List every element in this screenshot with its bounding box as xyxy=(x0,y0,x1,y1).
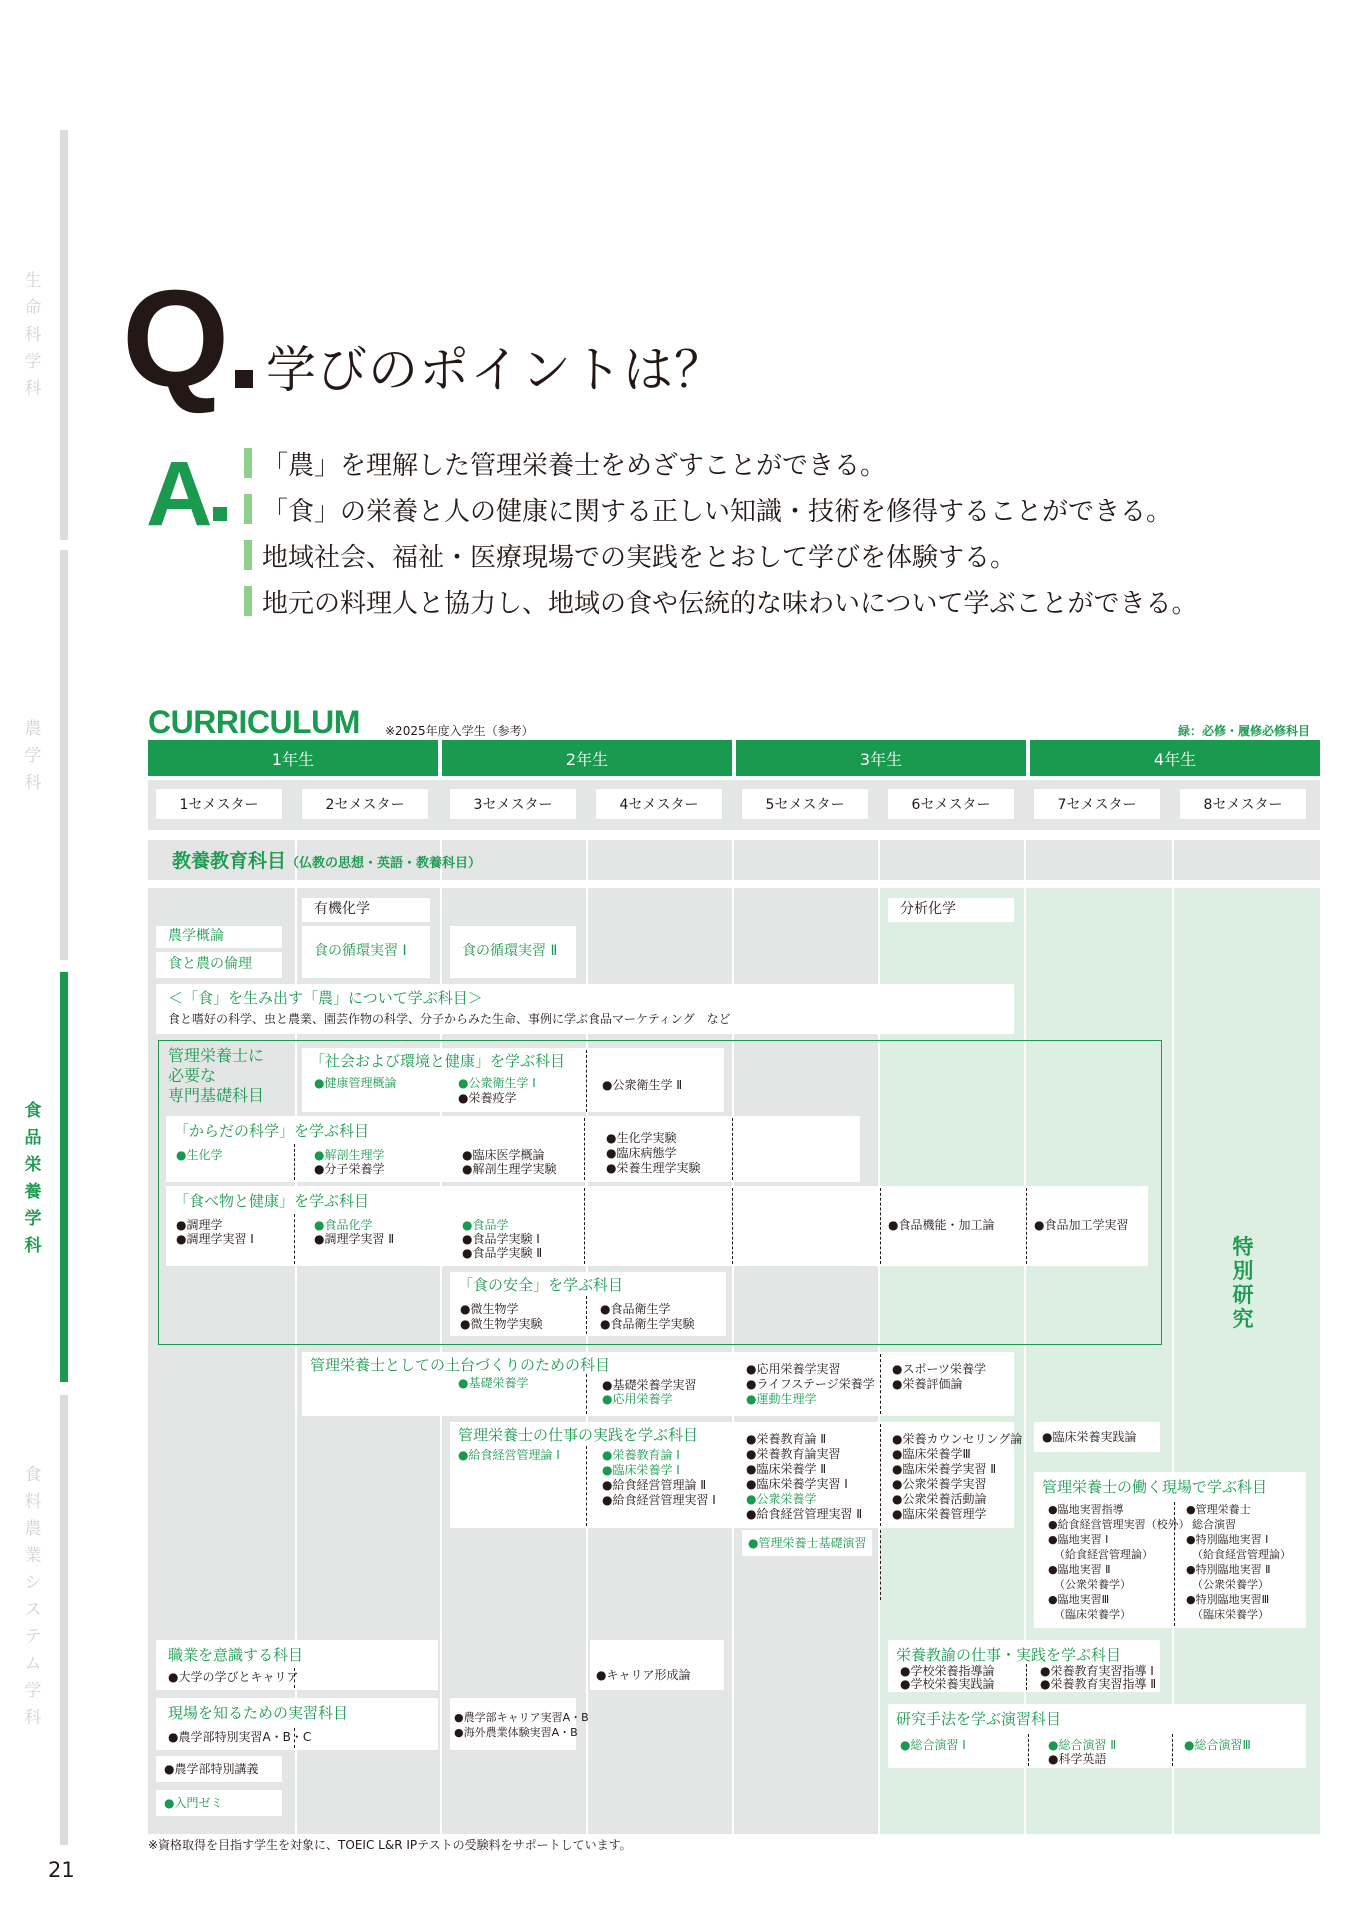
group-anzen-title: 「食の安全」を学ぶ科目 xyxy=(458,1276,624,1294)
subject-box-career: ●キャリア形成論 xyxy=(590,1640,724,1690)
page-number: 21 xyxy=(48,1858,75,1882)
answer-point-1: 「農」を理解した管理栄養士をめざすことができる。 xyxy=(244,446,886,480)
subject-box-kiso-enshu: ●管理栄養士基礎演習 xyxy=(742,1530,872,1556)
q-letter: Q xyxy=(122,262,226,416)
col-sep xyxy=(1172,840,1174,1834)
kyoyo-subject-group xyxy=(172,846,481,873)
side-nav-item-nogaku[interactable]: 農 学 科 xyxy=(24,719,42,793)
year-header-4: 4年生 xyxy=(1030,740,1320,776)
semester-8: 8セメスター xyxy=(1180,789,1306,819)
no-group-title: ＜「食」を生み出す「農」について学ぶ科目＞ xyxy=(168,989,483,1007)
no-group-box xyxy=(156,984,1014,1034)
subject-box-career-jisshu: ●農学部キャリア実習A・B ●海外農業体験実習A・B xyxy=(450,1698,576,1750)
semester-2: 2セメスター xyxy=(302,789,428,819)
side-nav-item-shokuryo[interactable]: 食 料 農 業 シ ス テ ム 学 科 xyxy=(24,1465,42,1728)
question-heading: 学びのポイントは？ xyxy=(266,341,725,399)
subject-box-yuki: 有機化学 xyxy=(302,898,430,922)
semester-4: 4セメスター xyxy=(596,789,722,819)
tokubetsu-kenkyu-label: 特 別 研 究 xyxy=(1232,1235,1254,1331)
no-group-desc: 食と嗜好の科学、虫と農業、園芸作物の科学、分子からみた生命、事例に学ぶ食品マーケティング など xyxy=(168,1012,731,1026)
group-shakai-title: 「社会および環境と健康」を学ぶ科目 xyxy=(310,1052,566,1070)
group-genba: 管理栄養士の働く現場で学ぶ科目 ●臨地実習指導 ●給食経営管理実習（校外） ●臨地実習 Ⅰ （給食経営管理論） ●臨地実習 Ⅱ （公衆栄養学） ●臨地実習Ⅲ （臨床栄養学） ●管理栄養士 総合演習 ●特別臨地実習 Ⅰ （給食経営管理論） ●特別臨地実習 Ⅱ （公衆栄養学） ●特別臨地実習Ⅲ （臨床栄養学） xyxy=(1034,1472,1306,1628)
group-eiyo-kyoyu: 栄養教諭の仕事・実践を学ぶ科目 ●学校栄養指導論 ●学校栄養実践論 ●栄養教育実習指導 Ⅰ ●栄養教育実習指導 Ⅱ xyxy=(888,1640,1160,1692)
group-shigoto-title: 管理栄養士の仕事の実践を学ぶ科目 xyxy=(458,1426,699,1444)
group-tabemono: 「食べ物と健康」を学ぶ科目 ●調理学 ●調理学実習 Ⅰ ●食品化学 ●調理学実習 Ⅱ ●食品学 ●食品学実験 Ⅰ ●食品学実験 Ⅱ ●食品機能・加工論 ●食品加工学実習 xyxy=(166,1186,1148,1266)
group-karada-title: 「からだの科学」を学ぶ科目 xyxy=(174,1122,370,1140)
subject-box-junkan2: 食の循環実習 Ⅱ xyxy=(450,926,576,978)
semester-7: 7セメスター xyxy=(1034,789,1160,819)
curriculum-note: ※2025年度入学生（参考） xyxy=(385,724,534,738)
subject-box-shoku-to-no: 食と農の倫理 xyxy=(156,952,282,978)
kyoyo-subtitle: （仏教の思想・英語・教養科目） xyxy=(286,856,482,871)
a-dot xyxy=(213,507,227,521)
subject-box-nyumon: ●入門ゼミ xyxy=(156,1790,282,1816)
semester-6: 6セメスター xyxy=(888,789,1014,819)
subject-box-bunseki: 分析化学 xyxy=(888,898,1014,922)
year-header-2: 2年生 xyxy=(442,740,732,776)
group-tabemono-title: 「食べ物と健康」を学ぶ科目 xyxy=(174,1192,370,1210)
group-dodai-title: 管理栄養士としての土台づくりのための科目 xyxy=(310,1356,611,1374)
dashed-sep xyxy=(880,1530,881,1600)
answer-point-4: 地元の料理人と協力し、地域の食や伝統的な味わいについて学ぶことができる。 xyxy=(244,584,1197,618)
group-genba-shiru: 現場を知るための実習科目 ●農学部特別実習A・B・C xyxy=(156,1698,438,1750)
side-rail-2 xyxy=(60,550,68,960)
group-karada: 「からだの科学」を学ぶ科目 ●生化学 ●解剖生理学 ●分子栄養学 ●臨床医学概論 ●解剖生理学実験 ●生化学実験 ●臨床病態学 ●栄養生理学実験 xyxy=(166,1116,860,1182)
group-shokugyo: 職業を意識する科目 ●大学の学びとキャリア xyxy=(156,1640,438,1690)
semester-5: 5セメスター xyxy=(742,789,868,819)
a-letter: A xyxy=(146,443,213,545)
side-rail-3-active xyxy=(60,972,68,1382)
answer-point-3: 地域社会、福祉・医療現場での実践をとおして学びを体験する。 xyxy=(244,538,1016,572)
group-kenkyu-title: 研究手法を学ぶ演習科目 xyxy=(896,1710,1062,1728)
kyoyo-title: 教養教育科目 xyxy=(172,850,287,872)
subject-box-junkan1: 食の循環実習 Ⅰ xyxy=(302,926,430,978)
group-anzen: 「食の安全」を学ぶ科目 ●微生物学 ●微生物学実験 ●食品衛生学 ●食品衛生学実験 xyxy=(450,1272,726,1336)
group-genba-shiru-title: 現場を知るための実習科目 xyxy=(168,1704,349,1722)
answer-point-2: 「食」の栄養と人の健康に関する正しい知識・技術を修得することができる。 xyxy=(244,492,1172,526)
group-shokugyo-title: 職業を意識する科目 xyxy=(168,1646,304,1664)
subject-box-nogaku-gairon: 農学概論 xyxy=(156,926,282,948)
group-shakai: 「社会および環境と健康」を学ぶ科目 ●健康管理概論 ●公衆衛生学 Ⅰ ●栄養疫学 ●公衆衛生学 Ⅱ xyxy=(302,1048,724,1112)
year-header-1: 1年生 xyxy=(148,740,438,776)
senmon-kiso-label: 管理栄養士に 必要な 専門基礎科目 xyxy=(168,1046,265,1105)
q-dot xyxy=(235,370,253,388)
side-nav-item-seimei[interactable]: 生 命 科 学 科 xyxy=(24,271,42,399)
semester-3: 3セメスター xyxy=(450,789,576,819)
footnote: ※資格取得を目指す学生を対象に、TOEIC L&R IPテストの受験料をサポートしています。 xyxy=(148,1838,632,1852)
group-shigoto: 管理栄養士の仕事の実践を学ぶ科目 ●給食経営管理論 Ⅰ ●栄養教育論 Ⅰ ●臨床栄養学 Ⅰ ●給食経営管理論 Ⅱ ●給食経営管理実習 Ⅰ ●栄養教育論 Ⅱ ●栄養教育論実習 ●臨床栄養学 Ⅱ ●臨床栄養学実習 Ⅰ ●公衆栄養学 ●給食経営管理実習 Ⅱ ●栄養カウンセリング論 ●臨床栄養学Ⅲ ●臨床栄養学実習 Ⅱ ●公衆栄養学実習 ●公衆栄養活動論 ●臨床栄養管理学 xyxy=(450,1422,1014,1528)
side-rail-1 xyxy=(60,130,68,540)
side-nav-item-shokuhin[interactable]: 食 品 栄 養 学 科 xyxy=(24,1101,42,1256)
curriculum-title: CURRICULUM xyxy=(148,704,360,740)
semester-1: 1セメスター xyxy=(156,789,282,819)
group-dodai: 管理栄養士としての土台づくりのための科目 ●基礎栄養学 ●基礎栄養学実習 ●応用栄養学 ●応用栄養学実習 ●ライフステージ栄養学 ●運動生理学 ●スポーツ栄養学 ●栄養評価論 xyxy=(302,1352,1014,1416)
subject-box-rinsho-jissen: ●臨床栄養実践論 xyxy=(1034,1422,1160,1452)
side-rail-4 xyxy=(60,1395,68,1845)
group-eiyo-kyoyu-title: 栄養教諭の仕事・実践を学ぶ科目 xyxy=(896,1646,1122,1664)
year-header-3: 3年生 xyxy=(736,740,1026,776)
group-genba-title: 管理栄養士の働く現場で学ぶ科目 xyxy=(1042,1478,1268,1496)
curriculum-legend: 緑：必修・履修必修科目 xyxy=(1178,724,1311,738)
subject-box-tokubetsu-kogi: ●農学部特別講義 xyxy=(156,1756,282,1782)
group-kenkyu: 研究手法を学ぶ演習科目 ●総合演習 Ⅰ ●総合演習 Ⅱ ●科学英語 ●総合演習Ⅲ xyxy=(888,1704,1306,1768)
